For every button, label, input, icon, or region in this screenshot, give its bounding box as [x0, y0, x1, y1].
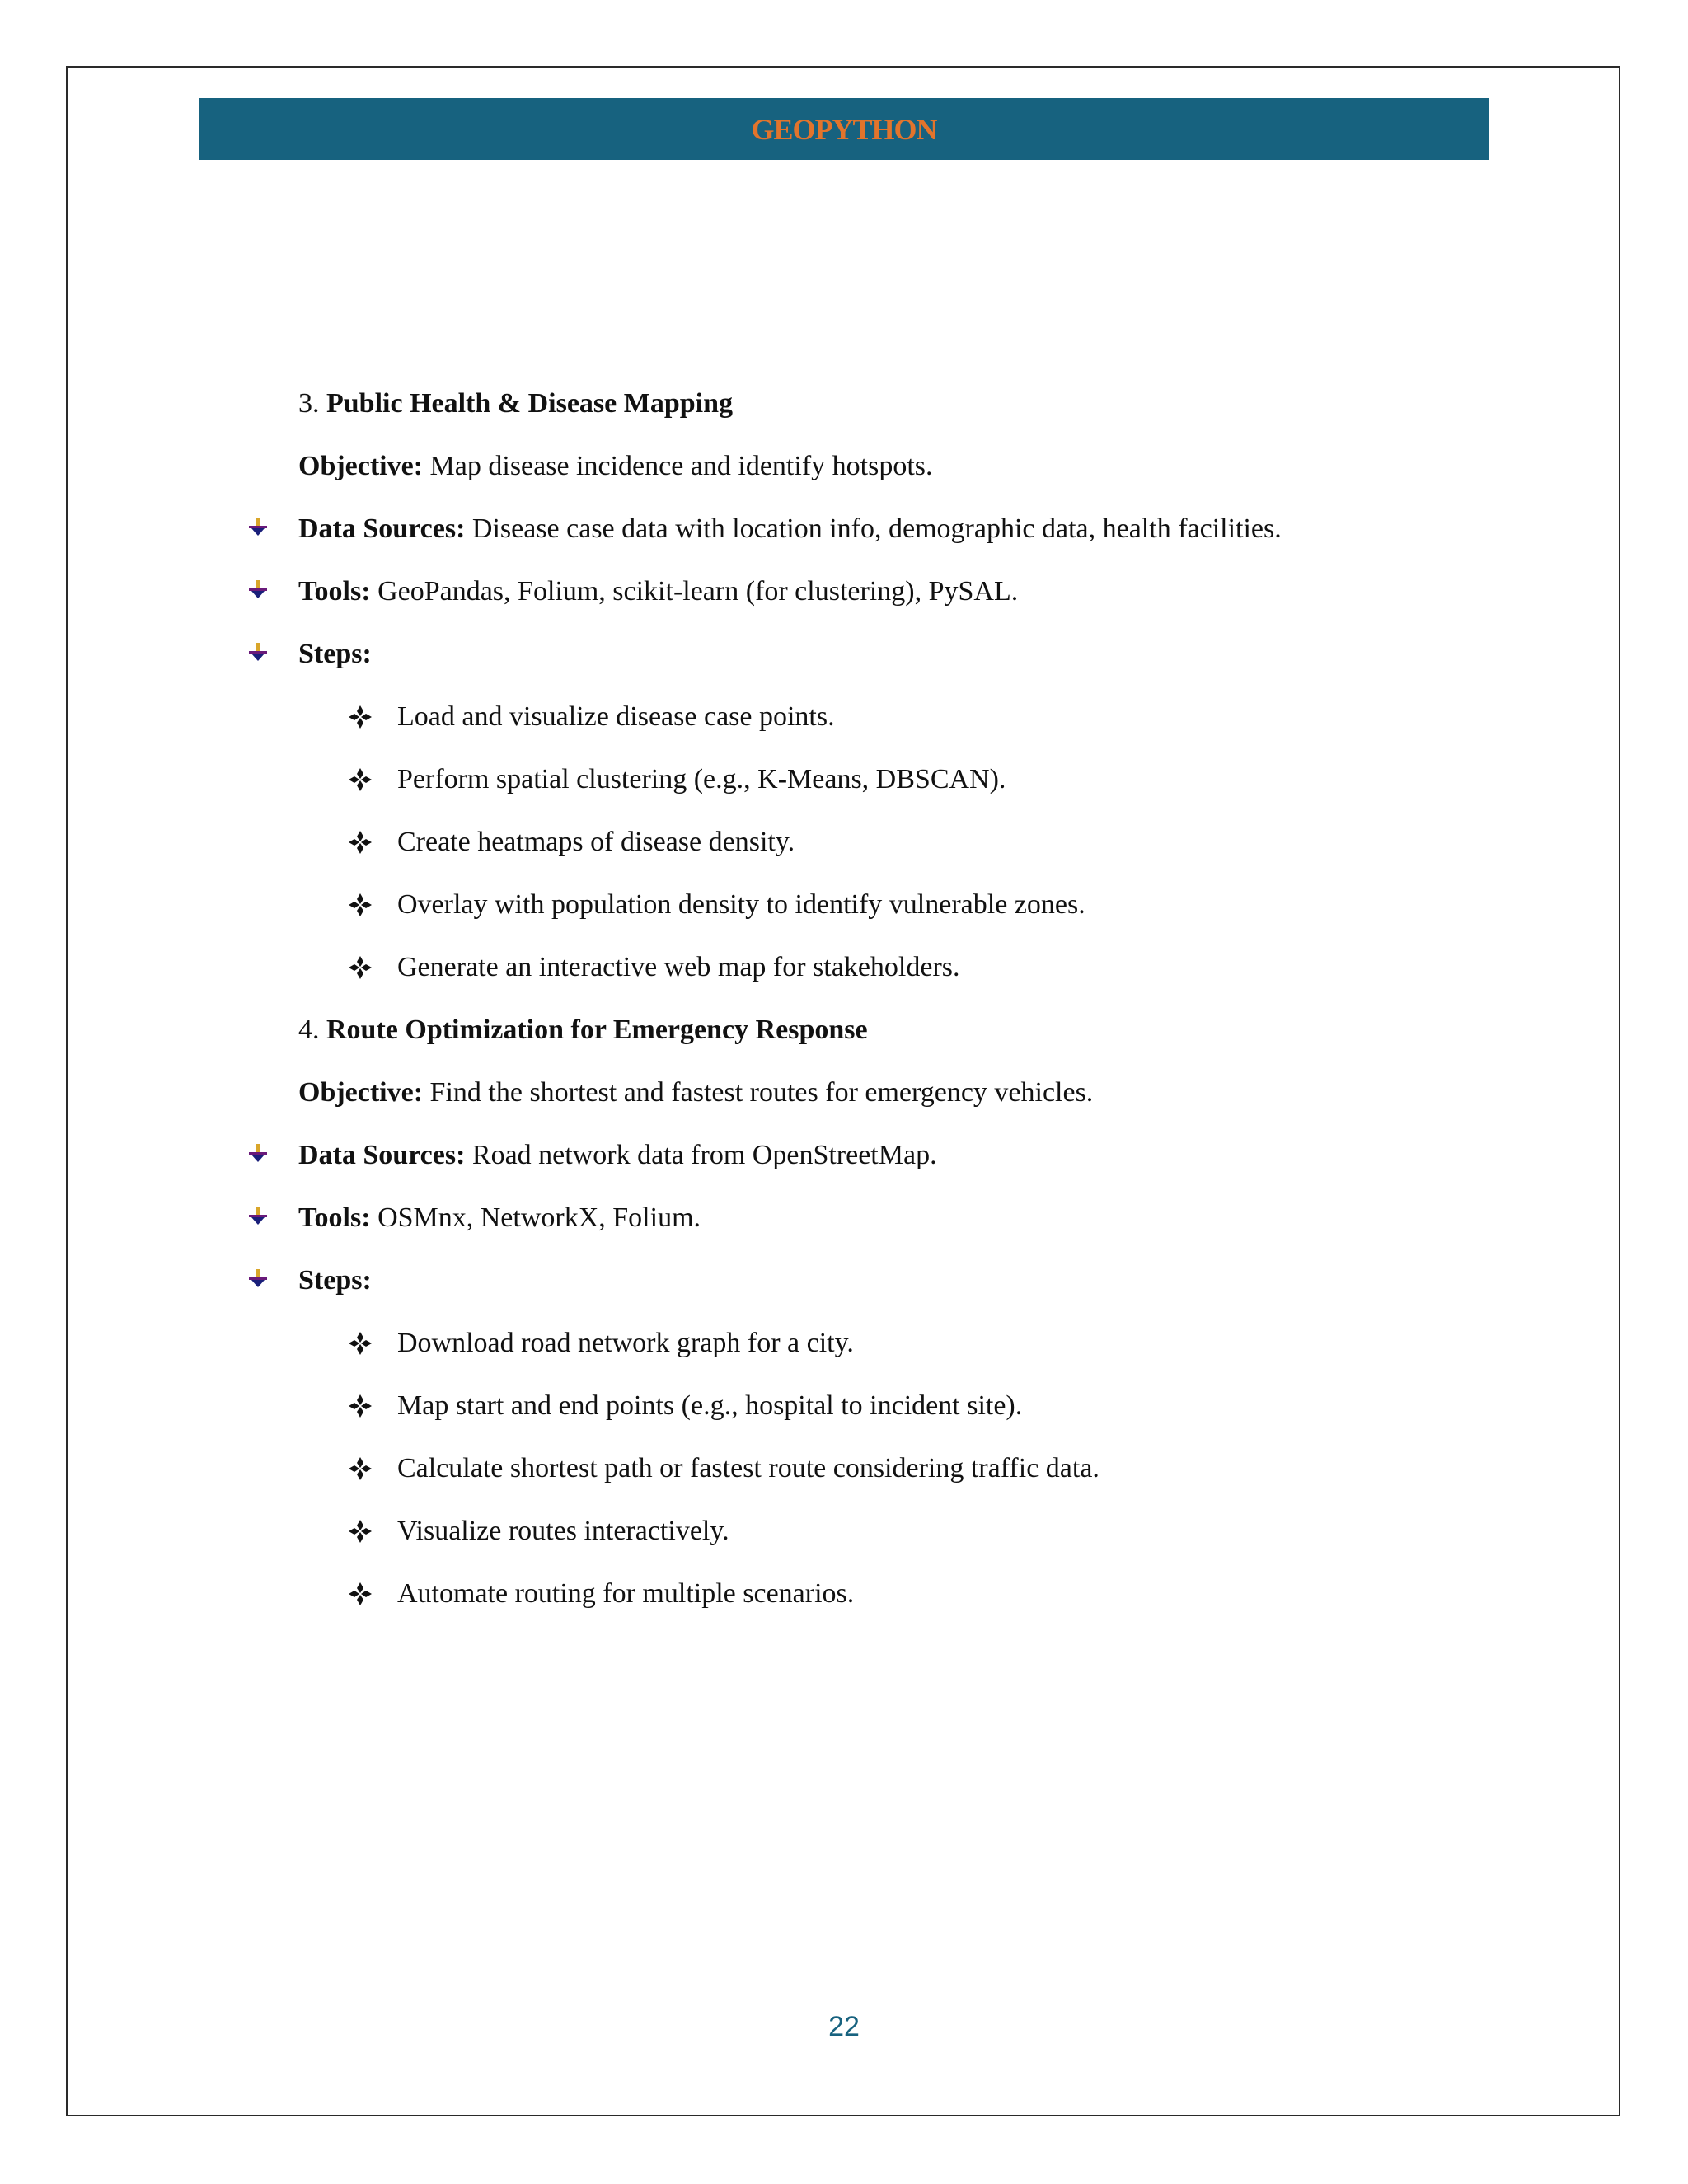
- step-item: Create heatmaps of disease density.: [397, 827, 795, 857]
- down-arrow-bullet-icon: [249, 1207, 267, 1226]
- four-diamond-bullet-icon: [348, 705, 373, 729]
- four-diamond-bullet-icon: [348, 955, 373, 980]
- bullet-item: [298, 1202, 701, 1235]
- section-number: 4.: [298, 1015, 320, 1045]
- down-arrow-bullet-icon: [249, 1144, 267, 1164]
- four-diamond-bullet-icon: [348, 1394, 373, 1418]
- objective-text: Map disease incidence and identify hotspots.: [429, 451, 933, 481]
- step-item: Load and visualize disease case points.: [397, 701, 835, 732]
- section-title: Route Optimization for Emergency Response: [326, 1015, 868, 1045]
- step-item: Automate routing for multiple scenarios.: [397, 1578, 855, 1609]
- objective-label: Objective:: [298, 1077, 424, 1108]
- step-item: Generate an interactive web map for stakeholders.: [397, 952, 960, 982]
- bullet-label: Data Sources:: [298, 513, 466, 544]
- step-item: Overlay with population density to identify vulnerable zones.: [397, 889, 1085, 920]
- bullet-label: Steps:: [298, 639, 372, 669]
- bullet-item: [298, 638, 372, 671]
- four-diamond-bullet-icon: [348, 1456, 373, 1481]
- section-heading: [298, 387, 733, 420]
- page-number: 22: [828, 2011, 860, 2042]
- bullet-label: Tools:: [298, 1202, 371, 1233]
- bullet-label: Tools:: [298, 576, 371, 607]
- bullet-label: Data Sources:: [298, 1140, 466, 1170]
- down-arrow-bullet-icon: [249, 580, 267, 600]
- bullet-item: [298, 575, 1018, 608]
- down-arrow-bullet-icon: [249, 1269, 267, 1289]
- header-title: GEOPYTHON: [751, 112, 937, 146]
- objective-label: Objective:: [298, 451, 424, 481]
- step-item: Calculate shortest path or fastest route considering traffic data.: [397, 1453, 1100, 1483]
- down-arrow-bullet-icon: [249, 518, 267, 537]
- four-diamond-bullet-icon: [348, 1331, 373, 1356]
- bullet-text: Disease case data with location info, demographic data, health facilities.: [471, 513, 1282, 544]
- down-arrow-bullet-icon: [249, 643, 267, 663]
- bullet-text: Road network data from OpenStreetMap.: [471, 1140, 937, 1170]
- section-title: Public Health & Disease Mapping: [326, 388, 734, 419]
- objective-line: [298, 1076, 1093, 1109]
- header-bar: [199, 98, 1489, 160]
- bullet-text: GeoPandas, Folium, scikit-learn (for clustering), PySAL.: [377, 576, 1019, 607]
- step-item: Map start and end points (e.g., hospital to incident site).: [397, 1390, 1023, 1421]
- section-heading: [298, 1014, 868, 1047]
- section-number: 3.: [298, 388, 320, 419]
- four-diamond-bullet-icon: [348, 893, 373, 917]
- step-item: Visualize routes interactively.: [397, 1516, 729, 1546]
- step-item: Download road network graph for a city.: [397, 1328, 854, 1358]
- four-diamond-bullet-icon: [348, 830, 373, 855]
- bullet-label: Steps:: [298, 1265, 372, 1296]
- bullet-item: [298, 513, 1282, 546]
- bullet-item: [298, 1264, 372, 1297]
- four-diamond-bullet-icon: [348, 1582, 373, 1606]
- bullet-item: [298, 1139, 937, 1172]
- four-diamond-bullet-icon: [348, 767, 373, 792]
- four-diamond-bullet-icon: [348, 1519, 373, 1544]
- objective-line: [298, 450, 933, 483]
- objective-text: Find the shortest and fastest routes for emergency vehicles.: [429, 1077, 1094, 1108]
- step-item: Perform spatial clustering (e.g., K-Means, DBSCAN).: [397, 764, 1006, 794]
- bullet-text: OSMnx, NetworkX, Folium.: [377, 1202, 701, 1233]
